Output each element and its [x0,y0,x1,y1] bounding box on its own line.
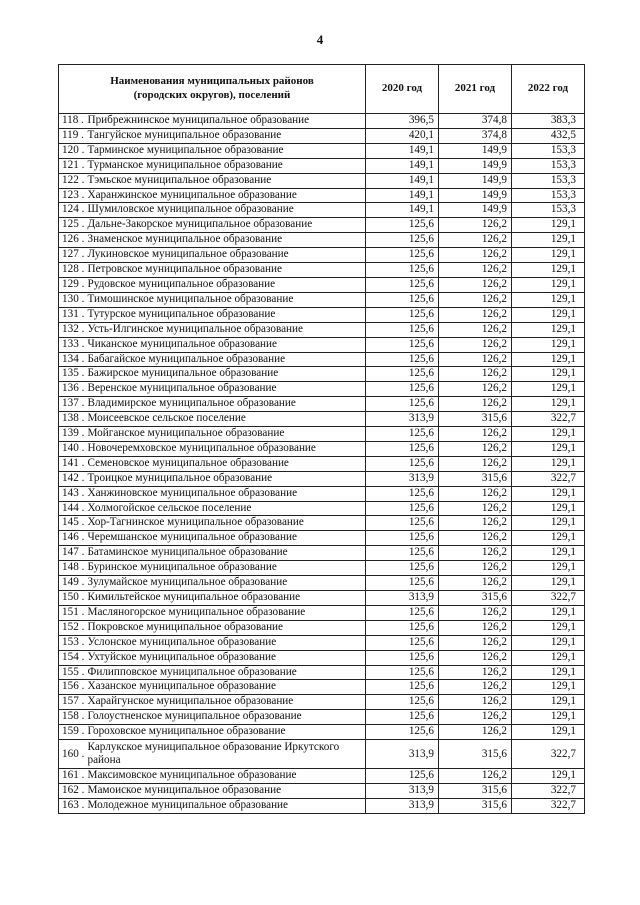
row-name: Харайгунское муниципальное образование [86,695,366,710]
row-number: 145 . [59,516,86,531]
value-2020: 125,6 [366,352,439,367]
value-2021: 126,2 [439,516,512,531]
table-row [59,263,585,278]
table-row [59,695,585,710]
value-2021: 149,9 [439,188,512,203]
row-number: 133 . [59,337,86,352]
table-row [59,382,585,397]
value-2022: 322,7 [512,471,585,486]
value-2022: 129,1 [512,501,585,516]
value-2020: 125,6 [366,769,439,784]
header-name-line2: (городских округов), поселений [133,89,291,101]
value-2021: 126,2 [439,650,512,665]
row-name: Тутурское муниципальное образование [86,307,366,322]
value-2021: 149,9 [439,173,512,188]
table-row [59,783,585,798]
value-2021: 126,2 [439,292,512,307]
row-number: 151 . [59,605,86,620]
row-number: 130 . [59,292,86,307]
value-2021: 126,2 [439,307,512,322]
row-number: 156 . [59,680,86,695]
value-2020: 125,6 [366,397,439,412]
value-2022: 322,7 [512,591,585,606]
table-row [59,576,585,591]
row-name: Филипповское муниципальное образование [86,665,366,680]
value-2021: 126,2 [439,725,512,740]
row-number: 132 . [59,322,86,337]
value-2022: 153,3 [512,188,585,203]
value-2021: 126,2 [439,665,512,680]
value-2022: 129,1 [512,352,585,367]
row-number: 158 . [59,710,86,725]
row-number: 125 . [59,218,86,233]
value-2022: 129,1 [512,695,585,710]
row-number: 124 . [59,203,86,218]
row-number: 160 . [59,740,86,769]
value-2020: 125,6 [366,546,439,561]
value-2022: 129,1 [512,725,585,740]
value-2021: 126,2 [439,352,512,367]
row-number: 121 . [59,158,86,173]
table-row [59,501,585,516]
value-2021: 126,2 [439,769,512,784]
value-2022: 432,5 [512,128,585,143]
table-row [59,173,585,188]
row-number: 147 . [59,546,86,561]
value-2021: 126,2 [439,605,512,620]
value-2022: 129,1 [512,337,585,352]
value-2021: 149,9 [439,143,512,158]
value-2020: 313,9 [366,591,439,606]
value-2020: 149,1 [366,173,439,188]
value-2022: 129,1 [512,307,585,322]
row-name: Черемшанское муниципальное образование [86,531,366,546]
row-name: Прибрежнинское муниципальное образование [86,114,366,129]
row-number: 139 . [59,427,86,442]
value-2021: 126,2 [439,546,512,561]
row-name: Новочеремховское муниципальное образование [86,441,366,456]
row-name: Моисеевское сельское поселение [86,412,366,427]
row-name: Зулумайское муниципальное образование [86,576,366,591]
table-row [59,352,585,367]
value-2022: 129,1 [512,248,585,263]
value-2022: 129,1 [512,531,585,546]
table-row [59,456,585,471]
value-2022: 129,1 [512,516,585,531]
table-row [59,397,585,412]
value-2022: 129,1 [512,561,585,576]
row-name: Троицкое муниципальное образование [86,471,366,486]
row-name: Ханжиновское муниципальное образование [86,486,366,501]
value-2021: 315,6 [439,591,512,606]
table-row [59,307,585,322]
table-row [59,725,585,740]
row-number: 141 . [59,456,86,471]
row-name: Владимирское муниципальное образование [86,397,366,412]
table-row [59,203,585,218]
value-2020: 125,6 [366,456,439,471]
value-2021: 315,6 [439,412,512,427]
table-header-row [59,65,585,114]
value-2022: 129,1 [512,367,585,382]
table-row [59,516,585,531]
row-number: 150 . [59,591,86,606]
row-name: Рудовское муниципальное образование [86,277,366,292]
row-name: Ухтуйское муниципальное образование [86,650,366,665]
row-number: 131 . [59,307,86,322]
row-name: Масляногорское муниципальное образование [86,605,366,620]
page-number: 4 [316,32,324,47]
value-2022: 153,3 [512,143,585,158]
row-name: Максимовское муниципальное образование [86,769,366,784]
value-2022: 129,1 [512,546,585,561]
row-number: 120 . [59,143,86,158]
value-2022: 129,1 [512,322,585,337]
value-2021: 126,2 [439,233,512,248]
table-row [59,143,585,158]
value-2021: 126,2 [439,695,512,710]
value-2022: 383,3 [512,114,585,129]
row-number: 118 . [59,114,86,129]
row-number: 146 . [59,531,86,546]
table-row [59,769,585,784]
value-2020: 125,6 [366,248,439,263]
value-2021: 315,6 [439,740,512,769]
table-row [59,798,585,813]
value-2020: 149,1 [366,143,439,158]
value-2022: 129,1 [512,427,585,442]
value-2020: 125,6 [366,322,439,337]
value-2020: 125,6 [366,516,439,531]
value-2020: 125,6 [366,263,439,278]
value-2020: 125,6 [366,650,439,665]
row-number: 123 . [59,188,86,203]
row-name: Буринское муниципальное образование [86,561,366,576]
value-2022: 129,1 [512,441,585,456]
value-2022: 322,7 [512,798,585,813]
value-2021: 126,2 [439,710,512,725]
row-number: 155 . [59,665,86,680]
row-name: Знаменское муниципальное образование [86,233,366,248]
value-2020: 125,6 [366,710,439,725]
value-2020: 125,6 [366,561,439,576]
value-2022: 129,1 [512,665,585,680]
value-2021: 126,2 [439,322,512,337]
row-number: 154 . [59,650,86,665]
table-row [59,710,585,725]
table-row [59,412,585,427]
row-name: Чиканское муниципальное образование [86,337,366,352]
row-name: Петровское муниципальное образование [86,263,366,278]
value-2022: 153,3 [512,203,585,218]
table-row [59,591,585,606]
table-row [59,158,585,173]
table-row [59,427,585,442]
row-name: Хазанское муниципальное образование [86,680,366,695]
value-2022: 129,1 [512,263,585,278]
row-name: Холмогойское сельское поселение [86,501,366,516]
row-name: Услонское муниципальное образование [86,635,366,650]
value-2022: 129,1 [512,576,585,591]
row-number: 163 . [59,798,86,813]
value-2021: 126,2 [439,501,512,516]
row-number: 138 . [59,412,86,427]
value-2021: 126,2 [439,531,512,546]
value-2020: 125,6 [366,427,439,442]
value-2022: 129,1 [512,486,585,501]
value-2022: 129,1 [512,710,585,725]
row-name: Молодежное муниципальное образование [86,798,366,813]
row-name: Тарминское муниципальное образование [86,143,366,158]
value-2020: 125,6 [366,307,439,322]
value-2020: 125,6 [366,277,439,292]
value-2020: 125,6 [366,218,439,233]
value-2021: 149,9 [439,158,512,173]
value-2021: 126,2 [439,218,512,233]
value-2020: 125,6 [366,680,439,695]
value-2020: 313,9 [366,740,439,769]
value-2021: 126,2 [439,561,512,576]
header-name-line1: Наименования муниципальных районов [110,75,314,88]
value-2022: 129,1 [512,397,585,412]
row-name: Бажирское муниципальное образование [86,367,366,382]
row-name: Гороховское муниципальное образование [86,725,366,740]
budget-table [58,64,585,814]
row-number: 140 . [59,441,86,456]
value-2020: 125,6 [366,233,439,248]
value-2021: 126,2 [439,382,512,397]
row-number: 152 . [59,620,86,635]
row-name: Кимильтейское муниципальное образование [86,591,366,606]
row-name: Усть-Илгинское муниципальное образование [86,322,366,337]
table-row [59,665,585,680]
row-number: 134 . [59,352,86,367]
row-name: Харанжинское муниципальное образование [86,188,366,203]
value-2022: 322,7 [512,740,585,769]
value-2020: 125,6 [366,665,439,680]
value-2020: 149,1 [366,188,439,203]
value-2020: 313,9 [366,412,439,427]
table-row [59,680,585,695]
row-name: Карлукское муниципальное образование Иркутского района [86,740,366,769]
table-row [59,605,585,620]
table-row [59,441,585,456]
value-2022: 129,1 [512,605,585,620]
row-number: 129 . [59,277,86,292]
table-row [59,740,585,769]
row-name: Мамоиское муниципальное образование [86,783,366,798]
table-row [59,277,585,292]
value-2020: 149,1 [366,158,439,173]
value-2021: 126,2 [439,263,512,278]
value-2021: 126,2 [439,456,512,471]
row-number: 142 . [59,471,86,486]
row-number: 159 . [59,725,86,740]
value-2022: 129,1 [512,620,585,635]
row-number: 126 . [59,233,86,248]
row-name: Мойганское муниципальное образование [86,427,366,442]
row-name: Покровское муниципальное образование [86,620,366,635]
value-2021: 149,9 [439,203,512,218]
value-2020: 125,6 [366,605,439,620]
value-2022: 129,1 [512,292,585,307]
row-name: Лукиновское муниципальное образование [86,248,366,263]
table-row [59,531,585,546]
row-number: 136 . [59,382,86,397]
value-2020: 125,6 [366,635,439,650]
header-2021: 2021 год [439,65,512,114]
table-row [59,248,585,263]
table-row [59,337,585,352]
value-2021: 374,8 [439,128,512,143]
row-number: 157 . [59,695,86,710]
value-2022: 129,1 [512,769,585,784]
value-2021: 126,2 [439,620,512,635]
row-name: Бабагайское муниципальное образование [86,352,366,367]
value-2022: 322,7 [512,412,585,427]
value-2020: 125,6 [366,620,439,635]
value-2020: 125,6 [366,382,439,397]
value-2020: 125,6 [366,367,439,382]
table-row [59,620,585,635]
row-number: 127 . [59,248,86,263]
table-row [59,188,585,203]
value-2021: 126,2 [439,367,512,382]
value-2022: 153,3 [512,173,585,188]
row-name: Голоустненское муниципальное образование [86,710,366,725]
row-number: 144 . [59,501,86,516]
value-2021: 126,2 [439,441,512,456]
row-number: 161 . [59,769,86,784]
row-name: Семеновское муниципальное образование [86,456,366,471]
value-2021: 315,6 [439,798,512,813]
row-number: 135 . [59,367,86,382]
table-row [59,650,585,665]
row-number: 143 . [59,486,86,501]
row-name: Дальне-Закорское муниципальное образование [86,218,366,233]
value-2020: 125,6 [366,501,439,516]
value-2020: 125,6 [366,292,439,307]
row-number: 162 . [59,783,86,798]
value-2021: 126,2 [439,397,512,412]
table-row [59,128,585,143]
row-name: Веренское муниципальное образование [86,382,366,397]
value-2021: 126,2 [439,635,512,650]
value-2021: 126,2 [439,486,512,501]
value-2021: 126,2 [439,277,512,292]
value-2020: 396,5 [366,114,439,129]
value-2022: 129,1 [512,456,585,471]
value-2022: 129,1 [512,635,585,650]
row-name: Тэмьское муниципальное образование [86,173,366,188]
header-2020: 2020 год [366,65,439,114]
table-row [59,322,585,337]
value-2020: 313,9 [366,798,439,813]
value-2021: 126,2 [439,680,512,695]
value-2020: 125,6 [366,531,439,546]
value-2022: 153,3 [512,158,585,173]
value-2020: 420,1 [366,128,439,143]
value-2022: 129,1 [512,650,585,665]
value-2020: 125,6 [366,576,439,591]
table-row [59,471,585,486]
value-2021: 374,8 [439,114,512,129]
table-row [59,546,585,561]
row-number: 128 . [59,263,86,278]
row-number: 149 . [59,576,86,591]
value-2022: 129,1 [512,218,585,233]
value-2021: 126,2 [439,576,512,591]
row-name: Турманское муниципальное образование [86,158,366,173]
value-2021: 315,6 [439,783,512,798]
value-2022: 129,1 [512,233,585,248]
row-name: Тангуйское муниципальное образование [86,128,366,143]
row-number: 137 . [59,397,86,412]
table-row [59,292,585,307]
value-2021: 126,2 [439,248,512,263]
value-2021: 126,2 [439,337,512,352]
row-name: Шумиловское муниципальное образование [86,203,366,218]
value-2020: 149,1 [366,203,439,218]
row-name: Хор-Тагнинское муниципальное образование [86,516,366,531]
row-number: 119 . [59,128,86,143]
table-row [59,218,585,233]
value-2021: 315,6 [439,471,512,486]
value-2022: 129,1 [512,680,585,695]
value-2020: 125,6 [366,441,439,456]
value-2020: 313,9 [366,471,439,486]
table-row [59,233,585,248]
value-2021: 126,2 [439,427,512,442]
row-name: Тимошинское муниципальное образование [86,292,366,307]
value-2020: 125,6 [366,486,439,501]
value-2022: 129,1 [512,382,585,397]
value-2022: 129,1 [512,277,585,292]
value-2020: 125,6 [366,695,439,710]
table-row [59,367,585,382]
table-row [59,635,585,650]
row-number: 148 . [59,561,86,576]
table-row [59,561,585,576]
row-number: 122 . [59,173,86,188]
table-row [59,114,585,129]
row-number: 153 . [59,635,86,650]
table-row [59,486,585,501]
value-2020: 125,6 [366,337,439,352]
value-2020: 125,6 [366,725,439,740]
header-name-column [59,65,366,114]
header-2022: 2022 год [512,65,585,114]
value-2020: 313,9 [366,783,439,798]
row-name: Батаминское муниципальное образование [86,546,366,561]
value-2022: 322,7 [512,783,585,798]
